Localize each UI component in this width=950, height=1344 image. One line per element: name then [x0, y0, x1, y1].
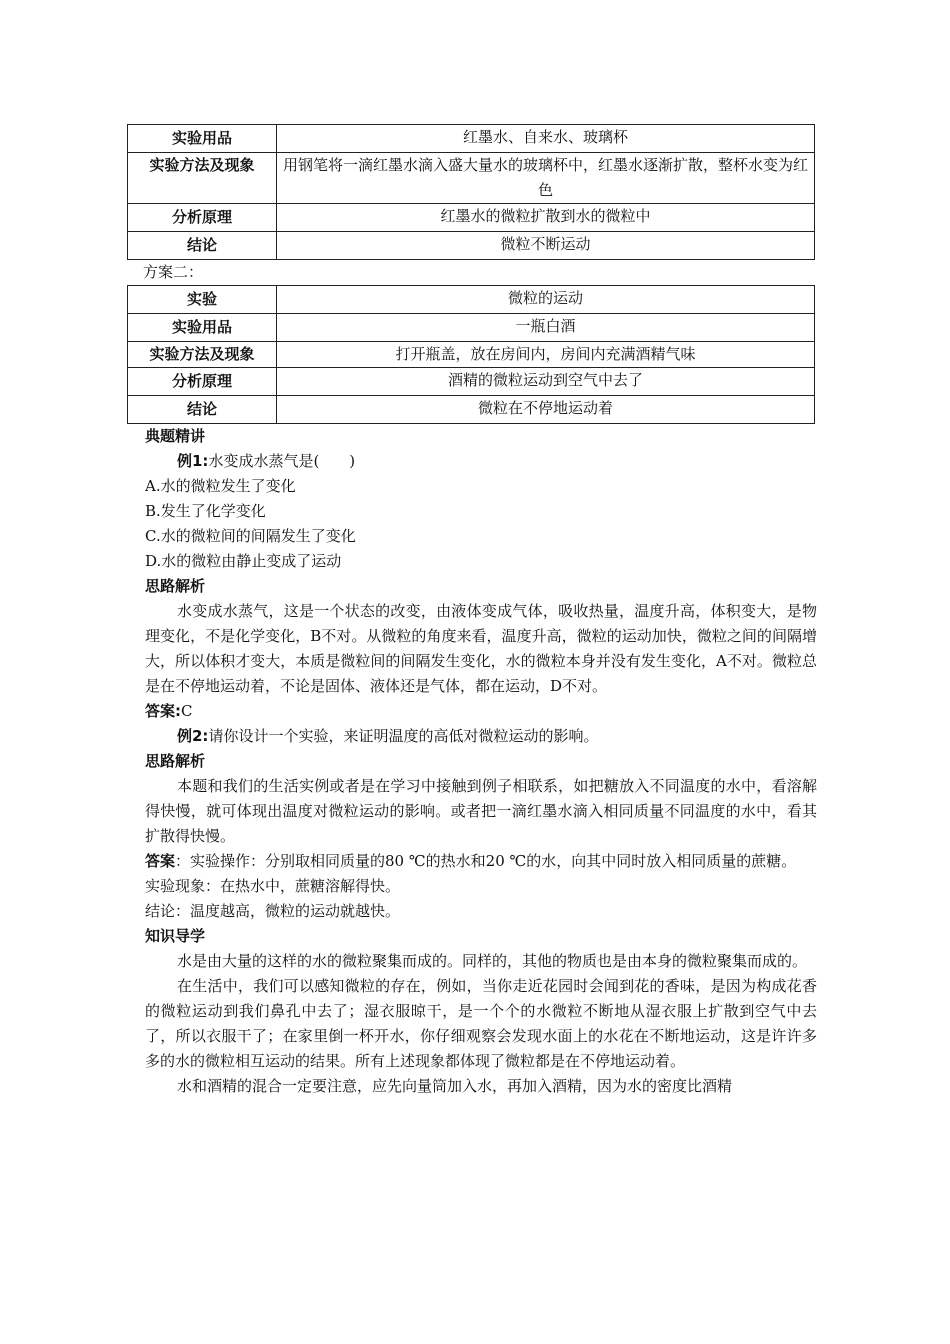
table-row: [128, 314, 815, 342]
table-value: 微粒不断运动: [277, 232, 815, 260]
table-value: 酒精的微粒运动到空气中去了: [277, 368, 815, 396]
section-heading-guide: 知识导学: [145, 927, 206, 945]
table-key: 实验方法及现象: [128, 153, 277, 204]
table-row: [128, 396, 815, 424]
table-key: 实验用品: [128, 125, 277, 153]
table-key: 分析原理: [128, 204, 277, 232]
table-key: 实验方法及现象: [128, 342, 277, 368]
answer-2-conclusion: 结论：温度越高，微粒的运动就越快。: [145, 902, 401, 920]
answer-2-operation: ：实验操作：分别取相同质量的80 ℃的热水和20 ℃的水，向其中同时放入相同质量的蔗糖。: [175, 852, 797, 870]
example-1: [177, 449, 817, 474]
example-1-question: 水变成水蒸气是( ): [208, 452, 356, 470]
table-value: 一瓶白酒: [277, 314, 815, 342]
plan-two-label: 方案二：: [143, 263, 204, 281]
answer-1: [145, 699, 817, 724]
table-row: [128, 342, 815, 368]
table-key: 结论: [128, 232, 277, 260]
answer-1-label: 答案:: [145, 702, 181, 720]
answer-2-label: 答案: [145, 852, 176, 870]
analysis-heading-2: 思路解析: [145, 752, 206, 770]
experiment-table-1: [127, 124, 815, 260]
option-c: C.水的微粒间的间隔发生了变化: [145, 527, 356, 545]
guide-paragraph-2: 在生活中，我们可以感知微粒的存在，例如，当你走近花园时会闻到花的香味，是因为构成花香的微粒运动到我们鼻孔中去了；湿衣服晾干，是一个个的水微粒不断地从湿衣服上扩散到空气中去了，所以衣服干了；在家里倒一杯开水，你仔细观察会发现水面上的水花在不断地运动，这是许许多多的水的微粒相互运动的结果。所有上述现象都体现了微粒都是在不停地运动着。: [145, 977, 817, 1070]
guide-paragraph-3: 水和酒精的混合一定要注意，应先向量筒加入水，再加入酒精，因为水的密度比酒精: [177, 1077, 733, 1095]
example-2-question: 请你设计一个实验，来证明温度的高低对微粒运动的影响。: [208, 727, 599, 745]
option-b: B.发生了化学变化: [145, 502, 266, 520]
table-key: 实验: [128, 286, 277, 314]
table-row: [128, 368, 815, 396]
table-value: 打开瓶盖，放在房间内，房间内充满酒精气味: [277, 342, 815, 368]
document-page: [127, 124, 817, 1099]
table-key: 结论: [128, 396, 277, 424]
example-1-label: 例1:: [177, 452, 209, 470]
option-a: A.水的微粒发生了变化: [145, 477, 296, 495]
table-row: [128, 204, 815, 232]
table-key: 分析原理: [128, 368, 277, 396]
table-value: 红墨水的微粒扩散到水的微粒中: [277, 204, 815, 232]
table-key: 实验用品: [128, 314, 277, 342]
table-row: [128, 232, 815, 260]
example-2-label: 例2:: [177, 727, 209, 745]
analysis-paragraph-2: 本题和我们的生活实例或者是在学习中接触到例子相联系，如把糖放入不同温度的水中，看溶解得快慢，就可体现出温度对微粒运动的影响。或者把一滴红墨水滴入相同质量不同温度的水中，看其扩散得快慢。: [145, 777, 817, 845]
guide-paragraph-1: 水是由大量的这样的水的微粒聚集而成的。同样的，其他的物质也是由本身的微粒聚集而成的。: [177, 952, 808, 970]
table-value: 微粒在不停地运动着: [277, 396, 815, 424]
example-2: [177, 724, 817, 749]
option-d: D.水的微粒由静止变成了运动: [145, 552, 342, 570]
analysis-paragraph-1: 水变成水蒸气，这是一个状态的改变，由液体变成气体，吸收热量，温度升高，体积变大，是物理变化，不是化学变化，B不对。从微粒的角度来看，温度升高，微粒的运动加快，微粒之间的间隔增大，所以体积才变大，本质是微粒间的间隔发生变化，水的微粒本身并没有发生变化，A不对。微粒总是在不停地运动着，不论是固体、液体还是气体，都在运动，D不对。: [145, 602, 817, 695]
answer-2-phenomenon: 实验现象：在热水中，蔗糖溶解得快。: [145, 877, 401, 895]
table-row: [128, 125, 815, 153]
analysis-heading-1: 思路解析: [145, 577, 206, 595]
table-value: 用钢笔将一滴红墨水滴入盛大量水的玻璃杯中，红墨水逐渐扩散，整杯水变为红色: [277, 153, 815, 204]
answer-1-value: C: [181, 702, 193, 720]
table-value: 红墨水、自来水、玻璃杯: [277, 125, 815, 153]
section-heading-typical: 典题精讲: [145, 427, 206, 445]
table-row: [128, 286, 815, 314]
experiment-table-2: [127, 285, 815, 424]
table-value: 微粒的运动: [277, 286, 815, 314]
answer-2: [145, 849, 817, 874]
table-row: [128, 153, 815, 204]
